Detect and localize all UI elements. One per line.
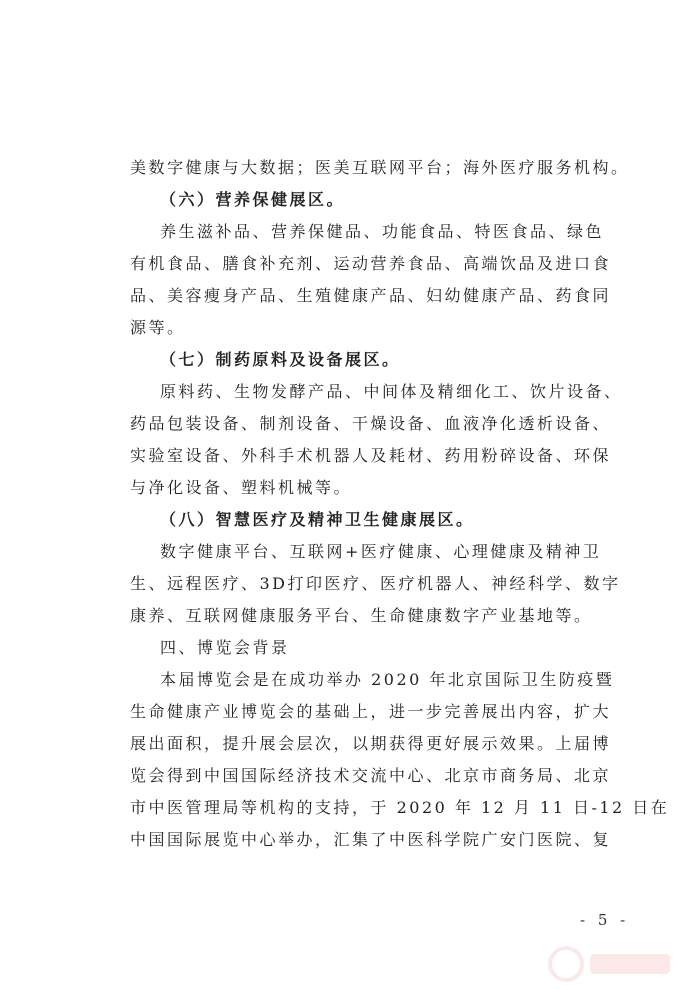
text-line: 览会得到中国国际经济技术交流中心、北京市商务局、北京 [130, 766, 612, 785]
text-line: 原料药、生物发酵产品、中间体及精细化工、饮片设备、 [160, 382, 623, 401]
text-line: 展出面积，提升展会层次，以期获得更好展示效果。上届博 [130, 734, 612, 753]
section-heading: （七）制药原料及设备展区。 [160, 350, 401, 369]
page-number: - 5 - [580, 911, 630, 929]
text-line: 生、远程医疗、3D打印医疗、医疗机器人、神经科学、数字 [130, 574, 621, 593]
text-line: 实验室设备、外科手术机器人及耗材、药用粉碎设备、环保 [130, 446, 612, 465]
text-line: 品、美容瘦身产品、生殖健康产品、妇幼健康产品、药食同 [130, 286, 612, 305]
section-heading: （六）营养保健展区。 [160, 190, 346, 209]
text-line: 美数字健康与大数据；医美互联网平台；海外医疗服务机构。 [130, 158, 630, 177]
watermark-logo-icon [548, 944, 678, 984]
section-heading: （八）智慧医疗及精神卫生健康展区。 [160, 510, 475, 529]
text-line: 与净化设备、塑料机械等。 [130, 478, 353, 497]
text-line: 中国国际展览中心举办，汇集了中医科学院广安门医院、复 [130, 830, 612, 849]
text-line: 养生滋补品、营养保健品、功能食品、特医食品、绿色 [160, 222, 605, 241]
chapter-heading: 四、博览会背景 [160, 638, 290, 657]
text-line: 本届博览会是在成功举办 2020 年北京国际卫生防疫暨 [160, 670, 615, 689]
text-line: 药品包装设备、制剂设备、干燥设备、血液净化透析设备、 [130, 414, 612, 433]
text-line: 有机食品、膳食补充剂、运动营养食品、高端饮品及进口食 [130, 254, 612, 273]
text-line: 数字健康平台、互联网+医疗健康、心理健康及精神卫 [160, 542, 602, 561]
text-line: 市中医管理局等机构的支持，于 2020 年 12 月 11 日-12 日在 [130, 798, 670, 817]
text-line: 源等。 [130, 318, 186, 337]
text-line: 康养、互联网健康服务平台、生命健康数字产业基地等。 [130, 606, 593, 625]
text-line: 生命健康产业博览会的基础上，进一步完善展出内容，扩大 [130, 702, 612, 721]
